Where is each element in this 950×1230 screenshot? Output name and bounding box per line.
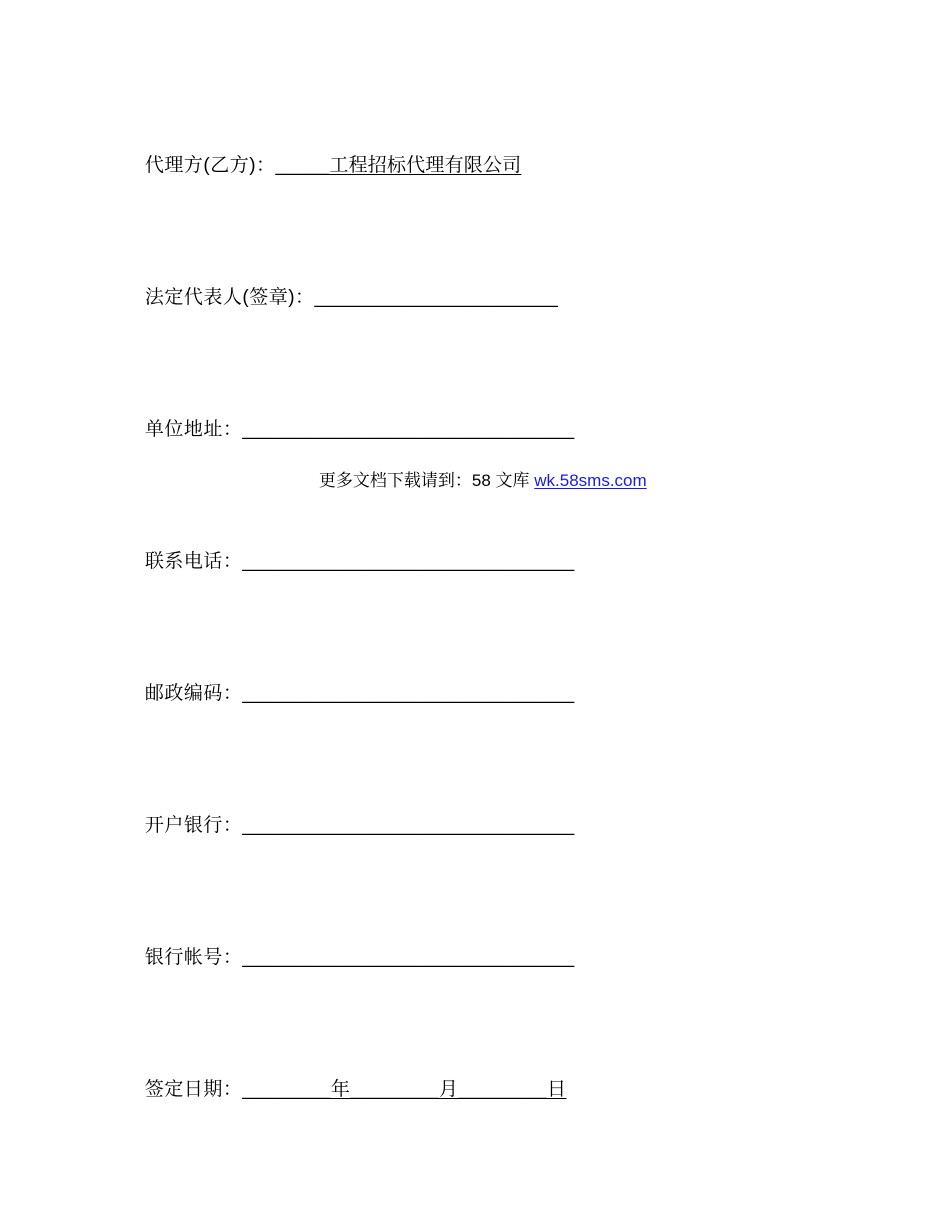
contract-line-legal-representative xyxy=(112,232,832,364)
contract-line-agent xyxy=(112,100,832,232)
field-label-sign-date: 签定日期： xyxy=(144,1079,243,1100)
field-label-agent: 代理方(乙方)： xyxy=(144,155,276,176)
field-value-bank-account: ______________________________ xyxy=(242,947,575,968)
field-label-address: 单位地址： xyxy=(144,419,243,440)
field-value-phone: ______________________________ xyxy=(242,551,575,572)
field-value-postal-code: ______________________________ xyxy=(242,683,575,704)
contract-line-bank-account xyxy=(112,892,832,1024)
footer-note xyxy=(300,442,647,520)
field-label-postal-code: 邮政编码： xyxy=(144,683,243,704)
footer-text: 更多文档下载请到：58 文库 xyxy=(318,471,535,490)
footer-link[interactable]: wk.58sms.com xyxy=(534,471,647,490)
field-value-agent: _____工程招标代理有限公司 xyxy=(275,155,522,176)
field-value-address: ______________________________ xyxy=(242,419,575,440)
field-value-legal-representative: ______________________ xyxy=(314,287,559,308)
field-label-bank-account: 银行帐号： xyxy=(144,947,243,968)
field-label-phone: 联系电话： xyxy=(144,551,243,572)
contract-line-sign-date xyxy=(112,1024,832,1156)
contract-line-postal-code xyxy=(112,628,832,760)
field-label-bank: 开户银行： xyxy=(144,815,243,836)
field-value-sign-date: ________年________月________日 xyxy=(242,1079,567,1100)
field-label-legal-representative: 法定代表人(签章)： xyxy=(144,287,315,308)
contract-signature-block xyxy=(112,100,832,1156)
field-value-bank: ______________________________ xyxy=(242,815,575,836)
contract-line-bank xyxy=(112,760,832,892)
